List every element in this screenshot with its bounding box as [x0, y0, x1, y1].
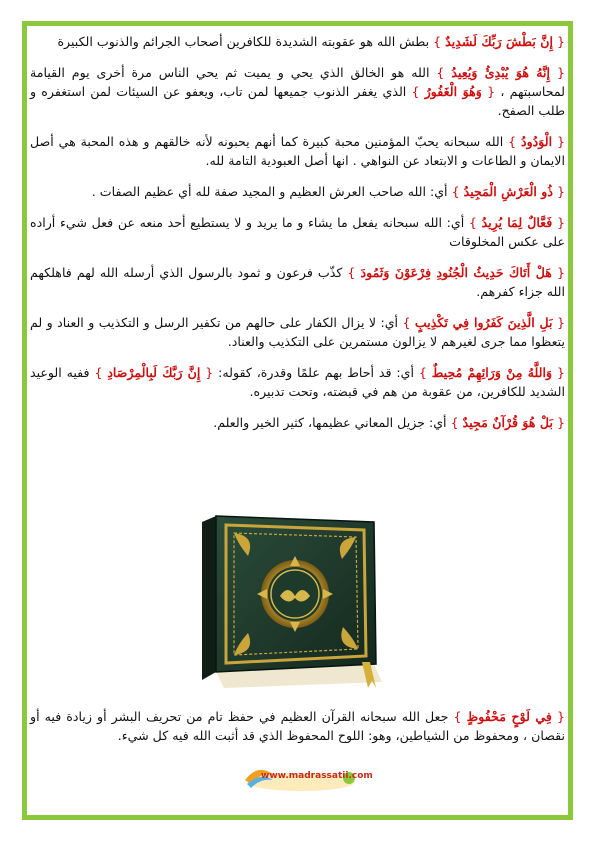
explanation: بطش الله هو عقوبته الشديدة للكافرين أصحاب الجرائم والذنوب الكبيرة — [57, 34, 430, 49]
bracket-close: } — [451, 184, 460, 199]
site-logo — [237, 758, 373, 794]
ayah-quote: إِنَّهُ هُوَ يُبْدِئُ وَيُعِيدُ — [451, 65, 551, 80]
ayah-quote: فَعَّالٌ لِمَا يُرِيدُ — [481, 215, 553, 230]
ayah-quote: ذُو الْعَرْشِ الْمَجِيدُ — [463, 184, 553, 199]
explanation: الذي يغفر الذنوب جميعها لمن تاب، ويعفو عن السيئات لمن استغفره و طلب الصفح. — [30, 84, 565, 118]
bracket-open: { — [556, 315, 565, 330]
bracket-close: } — [411, 84, 420, 99]
tafsir-text — [30, 32, 565, 444]
bracket-open: { — [487, 84, 496, 99]
explanation: أي: الله صاحب العرش العظيم و المجيد صفة لله أي عظيم الصفات . — [91, 184, 448, 199]
tafsir-paragraph — [30, 313, 565, 351]
tafsir-paragraph — [30, 707, 565, 745]
tafsir-paragraph — [30, 32, 565, 51]
tafsir-paragraph — [30, 413, 565, 432]
bracket-close: } — [94, 365, 103, 380]
book-spine — [202, 516, 216, 680]
explanation: أي: قد أحاط بهم علمًا وقدرة، كقوله: — [218, 365, 414, 380]
tafsir-paragraph — [30, 132, 565, 170]
bracket-close: } — [433, 34, 442, 49]
explanation: أي: جزيل المعاني عظيمها، كثير الخير والعلم. — [213, 415, 447, 430]
ayah-quote: هَلْ أَتَاكَ حَدِيثُ الْجُنُودِ فِرْعَوْنَ وَثَمُودَ — [360, 265, 552, 280]
bracket-open: { — [556, 215, 565, 230]
explanation: أي: الله سبحانه يفعل ما يشاء و ما يريد و لا يستطيع أحد منعه عن فعل شيء أراده على عكس المخلوقات — [30, 215, 565, 249]
ayah-quote: وَهُوَ الْغَفُورُ — [424, 84, 482, 99]
ayah-quote: فِي لَوْحٍ مَحْفُوظٍ — [466, 709, 552, 724]
closing-text — [30, 707, 565, 757]
explanation: الله سبحانه يحبّ المؤمنين محبة كبيرة كما أنهم يحبونه لأنه خالقهم و هذه المحبة هي أصل الايمان و الطاعات و الابتعاد عن النواهي . انها أصل العبودية التامة لله. — [30, 134, 565, 168]
bracket-close: } — [450, 415, 459, 430]
ayah-quote: إِنَّ بَطْشَ رَبِّكَ لَشَدِيدٌ — [445, 34, 553, 49]
bracket-close: } — [453, 709, 462, 724]
tafsir-paragraph — [30, 182, 565, 201]
bracket-close: } — [436, 65, 445, 80]
explanation: جعل الله سبحانه القرآن العظيم في حفظ تام من تحريف البشر أو زيادة فيه أو نقصان ، ومحفوظ من الشياطين، وهو: اللوح المحفوظ الذي قد أثبت الله فيه كل شيء. — [30, 709, 565, 743]
bracket-open: { — [556, 184, 565, 199]
explanation: كذّب فرعون و ثمود بالرسول الذي أرسله الله لهم فاهلكهم الله جزاء كفرهم. — [30, 265, 565, 299]
bracket-open: { — [556, 134, 565, 149]
bracket-open: { — [556, 265, 565, 280]
ayah-quote: وَاللَّهُ مِنْ وَرَائِهِمْ مُحِيطٌ — [431, 365, 553, 380]
ayah-quote: إِنَّ رَبَّكَ لَبِالْمِرْصَادِ — [107, 365, 201, 380]
tafsir-paragraph — [30, 213, 565, 251]
bracket-open: { — [556, 65, 565, 80]
bracket-close: } — [468, 215, 477, 230]
ayah-quote: الْوَدُودُ — [520, 134, 553, 149]
bracket-close: } — [508, 134, 517, 149]
quran-book-illustration — [196, 512, 394, 690]
bracket-open: { — [556, 34, 565, 49]
tafsir-paragraph — [30, 363, 565, 401]
bracket-open: { — [556, 709, 565, 724]
tafsir-paragraph — [30, 263, 565, 301]
bracket-close: } — [347, 265, 356, 280]
bracket-open: { — [205, 365, 214, 380]
explanation: الله هو الخالق الذي يحي و يميت ثم يحي الناس مرة أخرى يوم القيامة لمحاسبتهم ، — [30, 65, 565, 99]
bracket-open: { — [556, 415, 565, 430]
medallion-inner — [268, 567, 322, 621]
tafsir-paragraph — [30, 63, 565, 120]
explanation: أي: لا يزال الكفار على حالهم من تكفير الرسل و التكذيب و العناد و لم يتعظوا مما جرى لغيرهم لا يزالون مستمرين على التكذيب والعناد. — [30, 315, 565, 349]
bracket-open: { — [556, 365, 565, 380]
bracket-close: } — [402, 315, 411, 330]
bracket-close: } — [418, 365, 427, 380]
explanation: ففيه الوعيد الشديد للكافرين، من عقوبة من هم في قبضته، وتحت تدبيره. — [30, 365, 565, 399]
ayah-quote: بَلْ هُوَ قُرْآنٌ مَجِيدٌ — [462, 415, 553, 430]
ayah-quote: بَلِ الَّذِينَ كَفَرُوا فِي تَكْذِيبٍ — [414, 315, 553, 330]
logo-url: www.madrassatii.com — [261, 771, 373, 781]
